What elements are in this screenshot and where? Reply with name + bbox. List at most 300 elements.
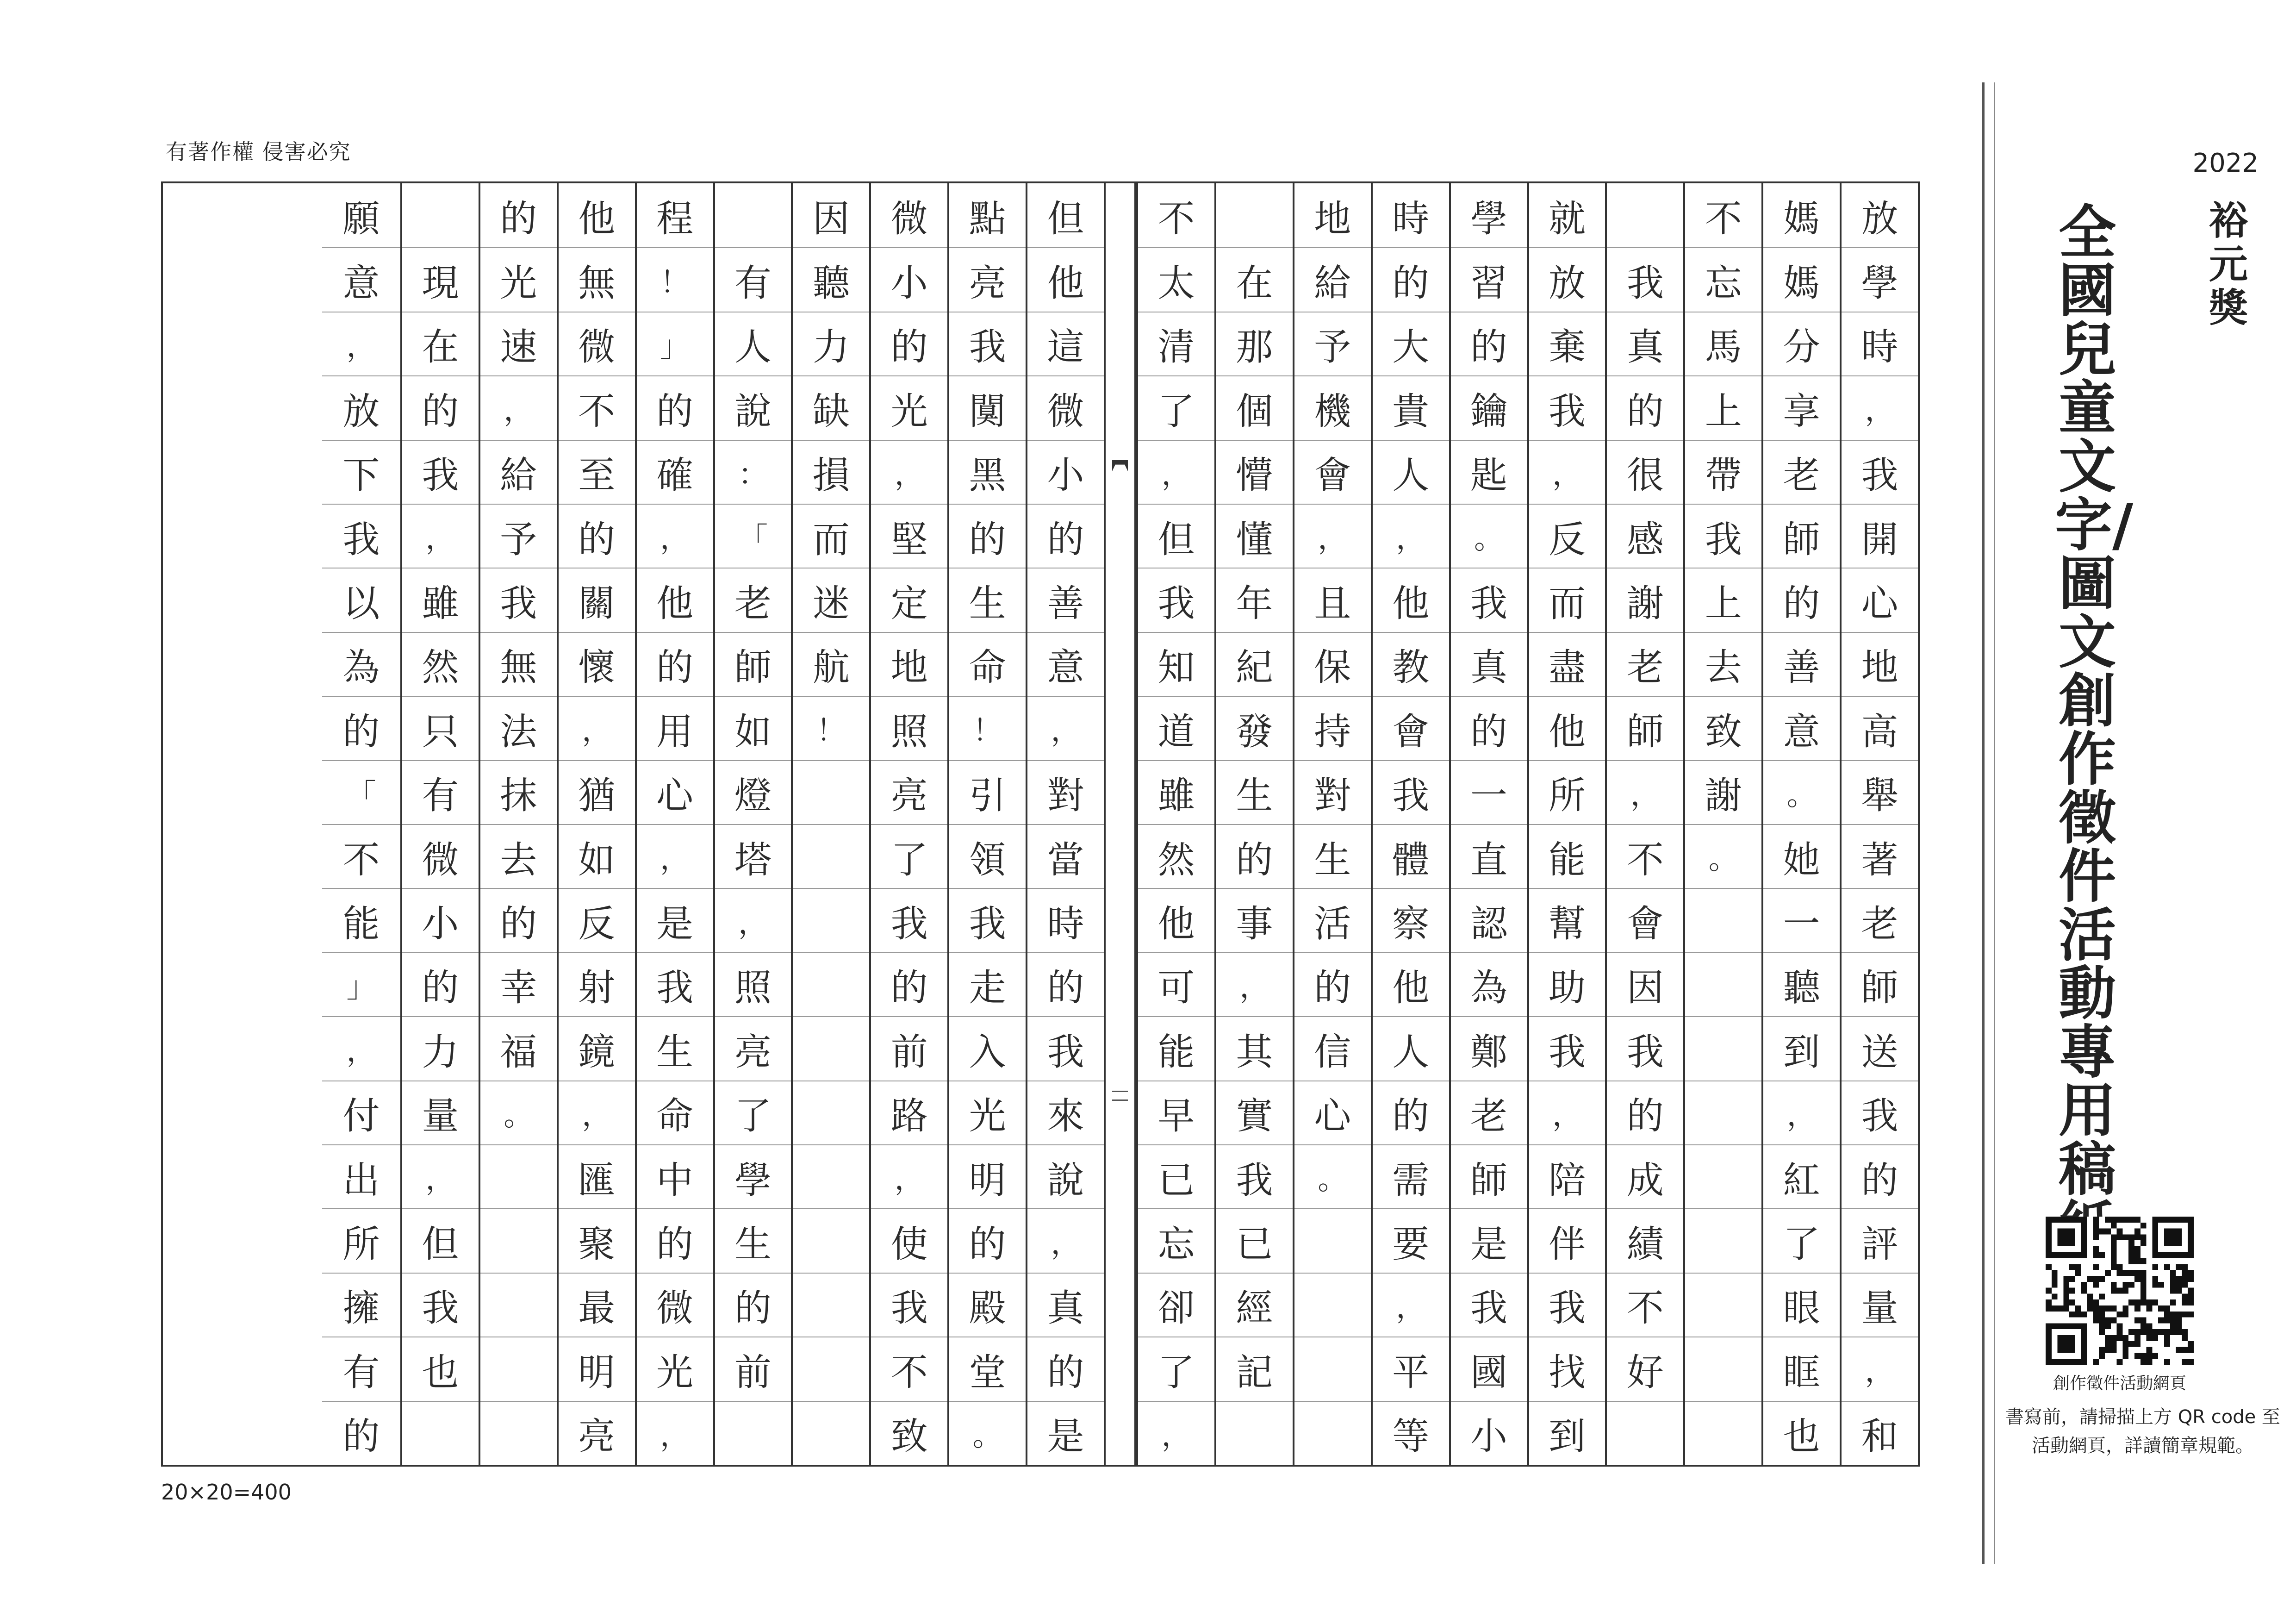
- grid-cell: 真: [1607, 312, 1683, 375]
- grid-cell: 紀: [1216, 632, 1293, 696]
- grid-cell: 老: [1607, 632, 1683, 696]
- grid-cell: 領: [949, 824, 1026, 888]
- grid-cell: 他: [637, 568, 713, 631]
- grid-cell: 學: [715, 1144, 791, 1208]
- grid-cell: [402, 1401, 479, 1465]
- grid-cell: 的: [1451, 312, 1527, 375]
- grid-cell: 好: [1607, 1337, 1683, 1400]
- center-fold-strip: [1104, 183, 1136, 1465]
- grid-cell: [1294, 1337, 1371, 1400]
- grid-cell: 生: [949, 568, 1026, 631]
- grid-cell: 高: [1842, 696, 1918, 760]
- grid-cell: 貴: [1373, 375, 1449, 439]
- grid-cell: 績: [1607, 1208, 1683, 1272]
- grid-cell: 就: [1548, 197, 1586, 240]
- grid-cell: 福: [480, 1016, 557, 1080]
- grid-cell: 引: [949, 760, 1026, 824]
- grid-cell: 定: [871, 568, 947, 631]
- grid-cell: 照: [715, 952, 791, 1016]
- grid-cell: 教: [1373, 632, 1449, 696]
- grid-cell: 意: [1027, 632, 1104, 696]
- grid-cell: 老: [1763, 440, 1840, 504]
- grid-cell: 知: [1138, 632, 1214, 696]
- grid-cell: [1685, 952, 1761, 1016]
- grid-cell: 可: [1138, 952, 1214, 1016]
- grid-cell: 雖: [402, 568, 479, 631]
- grid-cell: 的: [500, 197, 537, 240]
- grid-cell: 認: [1451, 888, 1527, 952]
- grid-cell: 亮: [871, 760, 947, 824]
- grid-cell: 評: [1842, 1208, 1918, 1272]
- grid-cell: 聽: [1763, 952, 1840, 1016]
- grid-cell: 懵: [1216, 440, 1293, 504]
- grid-cell: 棄: [1529, 312, 1605, 375]
- grid-cell: ！: [637, 247, 713, 311]
- grid-cell: [715, 183, 791, 247]
- grid-cell: 時: [1842, 312, 1918, 375]
- grid-cell: 懂: [1216, 504, 1293, 568]
- grid-cell: 我: [402, 440, 479, 504]
- grid-cell: [1216, 1401, 1293, 1465]
- grid-cell: 闃: [949, 375, 1026, 439]
- grid-cell: 匙: [1451, 440, 1527, 504]
- grid-cell: ，: [322, 312, 400, 375]
- grid-cell: 的: [559, 504, 635, 568]
- grid-cell: 迷: [793, 568, 869, 631]
- grid-cell: 開: [1842, 504, 1918, 568]
- grid-cell: [793, 760, 869, 824]
- grid-cell: 法: [480, 696, 557, 760]
- grid-cell: ，: [402, 504, 479, 568]
- grid-cell: 媽: [1783, 197, 1820, 240]
- grid-cell: 給: [1294, 247, 1371, 311]
- grid-cell: 機: [1294, 375, 1371, 439]
- grid-cell: 不: [322, 824, 400, 888]
- grid-cell: 命: [949, 632, 1026, 696]
- grid-cell: 有: [715, 247, 791, 311]
- grid-cell: 亮: [715, 1016, 791, 1080]
- grid-cell: 的: [1294, 952, 1371, 1016]
- grid-cell: 但: [1047, 197, 1084, 240]
- grid-cell: 的: [949, 1208, 1026, 1272]
- grid-cell: 抹: [480, 760, 557, 824]
- grid-cell: [793, 1273, 869, 1337]
- grid-cell: 程: [656, 197, 694, 240]
- grid-cell: ，: [1607, 760, 1683, 824]
- grid-cell: 成: [1607, 1144, 1683, 1208]
- grid-cell: 地: [1314, 197, 1351, 240]
- grid-cell: 伴: [1529, 1208, 1605, 1272]
- grid-cell: 平: [1373, 1337, 1449, 1400]
- grid-cell: 這: [1027, 312, 1104, 375]
- grid-cell: 他: [1373, 568, 1449, 631]
- grid-cell: 一: [1763, 888, 1840, 952]
- grid-cell: 我: [1027, 1016, 1104, 1080]
- grid-cell: 因: [812, 197, 850, 240]
- grid-cell: 的: [637, 632, 713, 696]
- grid-cell: 信: [1294, 1016, 1371, 1080]
- grid-cell: ，: [322, 1016, 400, 1080]
- grid-cell: 地: [871, 632, 947, 696]
- grid-cell: 光: [871, 375, 947, 439]
- grid-cell: 實: [1216, 1081, 1293, 1144]
- grid-cell: 的: [1451, 696, 1527, 760]
- grid-cell: [793, 1144, 869, 1208]
- grid-cell: 小: [871, 247, 947, 311]
- grid-cell: ，: [559, 1081, 635, 1144]
- grid-cell: 時: [1392, 197, 1430, 240]
- grid-cell: 能: [1138, 1016, 1214, 1080]
- grid-cell: 我: [1685, 504, 1761, 568]
- grid-cell: 聽: [793, 247, 869, 311]
- grid-cell: 付: [322, 1081, 400, 1144]
- grid-cell: 的: [871, 312, 947, 375]
- grid-cell: 的: [322, 1401, 400, 1465]
- grid-cell: 明: [559, 1337, 635, 1400]
- grid-column: [557, 183, 635, 1465]
- grid-cell: 微: [559, 312, 635, 375]
- grid-cell: 師: [1842, 952, 1918, 1016]
- grid-cell: 早: [1138, 1081, 1214, 1144]
- grid-cell: 人: [1373, 1016, 1449, 1080]
- grid-cell: ！: [793, 696, 869, 760]
- grid-cell: 。: [480, 1081, 557, 1144]
- grid-cell: 忘: [1138, 1208, 1214, 1272]
- grid-cell: 謝: [1685, 760, 1761, 824]
- grid-column: [947, 183, 1026, 1465]
- grid-cell: 我: [1451, 1273, 1527, 1337]
- grid-cell: 意: [1763, 696, 1840, 760]
- grid-cell: 時: [1027, 888, 1104, 952]
- grid-cell: 致: [871, 1401, 947, 1465]
- grid-cell: 不: [1607, 1273, 1683, 1337]
- grid-cell: 我: [1216, 1144, 1293, 1208]
- grid-cell: 然: [402, 632, 479, 696]
- grid-cell: 前: [715, 1337, 791, 1400]
- grid-cell: 照: [871, 696, 947, 760]
- grid-cell: 送: [1842, 1016, 1918, 1080]
- grid-cell: 至: [559, 440, 635, 504]
- grid-cell: 老: [715, 568, 791, 631]
- grid-cell: 的: [637, 375, 713, 439]
- grid-cell: ，: [1529, 1081, 1605, 1144]
- grid-cell: 地: [1842, 632, 1918, 696]
- grid-cell: 會: [1607, 888, 1683, 952]
- grid-cell: 燈: [715, 760, 791, 824]
- grid-cell: 卻: [1138, 1273, 1214, 1337]
- grid-cell: 了: [715, 1081, 791, 1144]
- grid-cell: 前: [871, 1016, 947, 1080]
- grid-cell: 不: [871, 1337, 947, 1400]
- grid-cell: 能: [322, 888, 400, 952]
- grid-cell: 善: [1027, 568, 1104, 631]
- grid-cell: [793, 1208, 869, 1272]
- grid-cell: 下: [322, 440, 400, 504]
- grid-column: [869, 183, 947, 1465]
- grid-cell: ，: [402, 1144, 479, 1208]
- grid-cell: [1607, 183, 1683, 247]
- grid-cell: 心: [1294, 1081, 1371, 1144]
- grid-column: [1527, 183, 1605, 1465]
- grid-cell: 體: [1373, 824, 1449, 888]
- grid-cell: 損: [793, 440, 869, 504]
- grid-cell: 。: [1763, 760, 1840, 824]
- grid-cell: 說: [1027, 1144, 1104, 1208]
- grid-cell: ，: [1138, 1401, 1214, 1465]
- grid-cell: 帶: [1685, 440, 1761, 504]
- grid-cell: 其: [1216, 1016, 1293, 1080]
- grid-cell: [1294, 1273, 1371, 1337]
- grid-column: [1761, 183, 1840, 1465]
- copyright-notice: 有著作權 侵害必究: [166, 139, 351, 164]
- grid-cell: 命: [637, 1081, 713, 1144]
- fold-double-line: [1112, 1091, 1128, 1101]
- award-name: 裕元獎: [2209, 198, 2248, 331]
- grid-size-label: 20×20=400: [161, 1480, 292, 1505]
- grid-cell: 意: [322, 247, 400, 311]
- grid-cell: 道: [1138, 696, 1214, 760]
- grid-cell: 是: [637, 888, 713, 952]
- grid-cell: 不: [1705, 197, 1742, 240]
- grid-cell: 的: [1216, 824, 1293, 888]
- grid-cell: 的: [1763, 568, 1840, 631]
- grid-cell: 那: [1216, 312, 1293, 375]
- grid-cell: 人: [1373, 440, 1449, 504]
- grid-cell: 光: [480, 247, 557, 311]
- grid-cell: 要: [1373, 1208, 1449, 1272]
- grid-cell: 個: [1216, 375, 1293, 439]
- grid-cell: 給: [480, 440, 557, 504]
- grid-cell: 真: [1451, 632, 1527, 696]
- grid-cell: 微: [890, 197, 928, 240]
- grid-cell: 上: [1685, 568, 1761, 631]
- grid-cell: 的: [1607, 375, 1683, 439]
- grid-cell: 的: [949, 504, 1026, 568]
- grid-cell: 眼: [1763, 1273, 1840, 1337]
- event-title: 全國兒童文字/圖文創作徵件活動專用稿: [2055, 200, 2134, 1203]
- grid-cell: [1685, 1273, 1761, 1337]
- grid-cell: 。: [949, 1401, 1026, 1465]
- grid-cell: 有: [322, 1337, 400, 1400]
- grid-cell: 持: [1294, 696, 1371, 760]
- grid-cell: 在: [1216, 247, 1293, 311]
- grid-cell: 太: [1138, 247, 1214, 311]
- grid-cell: 鄭: [1451, 1016, 1527, 1080]
- grid-cell: 速: [480, 312, 557, 375]
- grid-column: [713, 183, 791, 1465]
- grid-cell: 心: [1842, 568, 1918, 631]
- grid-cell: 且: [1294, 568, 1371, 631]
- award-banner: [2013, 148, 2277, 1213]
- grid-cell: 的: [1607, 1081, 1683, 1144]
- grid-cell: 聚: [559, 1208, 635, 1272]
- grid-cell: 我: [1529, 375, 1605, 439]
- grid-cell: 的: [637, 1208, 713, 1272]
- grid-column: [400, 183, 479, 1465]
- grid-cell: 師: [1763, 504, 1840, 568]
- grid-cell: [793, 952, 869, 1016]
- grid-cell: ，: [1027, 696, 1104, 760]
- grid-cell: 所: [322, 1208, 400, 1272]
- grid-cell: [1685, 1401, 1761, 1465]
- grid-column: [791, 183, 869, 1465]
- grid-cell: 不: [559, 375, 635, 439]
- grid-cell: 力: [402, 1016, 479, 1080]
- grid-cell: 心: [637, 760, 713, 824]
- grid-cell: 中: [637, 1144, 713, 1208]
- grid-cell: 我: [322, 504, 400, 568]
- grid-cell: 師: [1451, 1144, 1527, 1208]
- grid-cell: [1216, 183, 1293, 247]
- grid-cell: 小: [402, 888, 479, 952]
- grid-cell: 為: [322, 632, 400, 696]
- grid-cell: 力: [793, 312, 869, 375]
- grid-cell: 微: [402, 824, 479, 888]
- grid-cell: 為: [1451, 952, 1527, 1016]
- grid-cell: 來: [1027, 1081, 1104, 1144]
- grid-cell: 塔: [715, 824, 791, 888]
- grid-cell: 真: [1027, 1273, 1104, 1337]
- grid-cell: 黑: [949, 440, 1026, 504]
- grid-cell: 走: [949, 952, 1026, 1016]
- grid-cell: 學: [1470, 197, 1508, 240]
- grid-cell: [1685, 1208, 1761, 1272]
- grid-cell: 的: [1373, 1081, 1449, 1144]
- grid-cell: [1607, 1401, 1683, 1465]
- grid-cell: 願: [342, 197, 380, 240]
- grid-cell: 無: [480, 632, 557, 696]
- grid-cell: 很: [1607, 440, 1683, 504]
- grid-cell: 記: [1216, 1337, 1293, 1400]
- grid-column: [479, 183, 557, 1465]
- grid-cell: ，: [637, 824, 713, 888]
- grid-cell: 我: [480, 568, 557, 631]
- grid-cell: 生: [1216, 760, 1293, 824]
- grid-cell: 年: [1216, 568, 1293, 631]
- grid-cell: 出: [322, 1144, 400, 1208]
- grid-cell: 缺: [793, 375, 869, 439]
- grid-cell: 射: [559, 952, 635, 1016]
- grid-cell: 然: [1138, 824, 1214, 888]
- grid-cell: 」: [322, 952, 400, 1016]
- grid-cell: 所: [1529, 760, 1605, 824]
- grid-cell: 在: [402, 312, 479, 375]
- grid-cell: 光: [637, 1337, 713, 1400]
- manuscript-grid: [161, 181, 1920, 1467]
- grid-cell: 我: [871, 888, 947, 952]
- grid-cell: 習: [1451, 247, 1527, 311]
- grid-cell: 國: [1451, 1337, 1527, 1400]
- grid-cell: 我: [1451, 568, 1527, 631]
- grid-column: [1136, 183, 1214, 1465]
- grid-cell: 等: [1373, 1401, 1449, 1465]
- grid-cell: 已: [1138, 1144, 1214, 1208]
- grid-cell: 小: [1451, 1401, 1527, 1465]
- grid-column: [1449, 183, 1527, 1465]
- grid-cell: [715, 1401, 791, 1465]
- grid-cell: 因: [1607, 952, 1683, 1016]
- grid-cell: [1685, 888, 1761, 952]
- grid-cell: ，: [871, 440, 947, 504]
- margin-divider: [1982, 82, 1985, 1564]
- grid-cell: 清: [1138, 312, 1214, 375]
- grid-cell: 分: [1763, 312, 1840, 375]
- grid-cell: 對: [1027, 760, 1104, 824]
- grid-cell: 使: [871, 1208, 947, 1272]
- grid-cell: 經: [1216, 1273, 1293, 1337]
- grid-cell: ：: [715, 440, 791, 504]
- grid-cell: 微: [637, 1273, 713, 1337]
- grid-column: [1293, 183, 1371, 1465]
- grid-cell: 享: [1763, 375, 1840, 439]
- grid-cell: 活: [1294, 888, 1371, 952]
- grid-cell: 陪: [1529, 1144, 1605, 1208]
- grid-cell: [1685, 1081, 1761, 1144]
- grid-cell: 需: [1373, 1144, 1449, 1208]
- grid-cell: 放: [1861, 197, 1898, 240]
- grid-cell: 匯: [559, 1144, 635, 1208]
- grid-cell: 我: [1842, 440, 1918, 504]
- grid-cell: 生: [715, 1208, 791, 1272]
- grid-cell: ，: [559, 696, 635, 760]
- grid-cell: 反: [559, 888, 635, 952]
- grid-cell: ，: [1842, 1337, 1918, 1400]
- grid-cell: 堅: [871, 504, 947, 568]
- grid-cell: ，: [1373, 1273, 1449, 1337]
- grid-cell: 鑰: [1451, 375, 1527, 439]
- grid-cell: 上: [1685, 375, 1761, 439]
- grid-cell: [480, 1144, 557, 1208]
- grid-column: [635, 183, 713, 1465]
- grid-cell: [480, 1401, 557, 1465]
- grid-cell: 予: [1294, 312, 1371, 375]
- grid-cell: 我: [1529, 1016, 1605, 1080]
- grid-cell: ，: [1763, 1081, 1840, 1144]
- grid-cell: 的: [1027, 1337, 1104, 1400]
- grid-cell: 」: [637, 312, 713, 375]
- grid-cell: 舉: [1842, 760, 1918, 824]
- grid-cell: 我: [1607, 247, 1683, 311]
- grid-cell: 發: [1216, 696, 1293, 760]
- grid-cell: 我: [949, 312, 1026, 375]
- grid-cell: 幫: [1529, 888, 1605, 952]
- grid-cell: 一: [1451, 760, 1527, 824]
- grid-cell: 去: [1685, 632, 1761, 696]
- grid-cell: ，: [637, 504, 713, 568]
- grid-cell: 如: [715, 696, 791, 760]
- grid-cell: 航: [793, 632, 869, 696]
- grid-cell: 光: [949, 1081, 1026, 1144]
- grid-cell: [1294, 1208, 1371, 1272]
- grid-cell: ，: [1842, 375, 1918, 439]
- grid-cell: 到: [1763, 1016, 1840, 1080]
- grid-cell: ，: [1294, 504, 1371, 568]
- grid-cell: [480, 1337, 557, 1400]
- grid-cell: 雖: [1138, 760, 1214, 824]
- grid-cell: ，: [1529, 440, 1605, 504]
- grid-cell: 盡: [1529, 632, 1605, 696]
- grid-cell: 只: [402, 696, 479, 760]
- grid-cell: [793, 1016, 869, 1080]
- grid-cell: 用: [637, 696, 713, 760]
- grid-cell: 而: [1529, 568, 1605, 631]
- grid-cell: ，: [1373, 504, 1449, 568]
- margin-divider-thin: [1994, 82, 1995, 1564]
- grid-cell: 我: [949, 888, 1026, 952]
- grid-cell: 善: [1763, 632, 1840, 696]
- grid-cell: 量: [402, 1081, 479, 1144]
- grid-cell: 鏡: [559, 1016, 635, 1080]
